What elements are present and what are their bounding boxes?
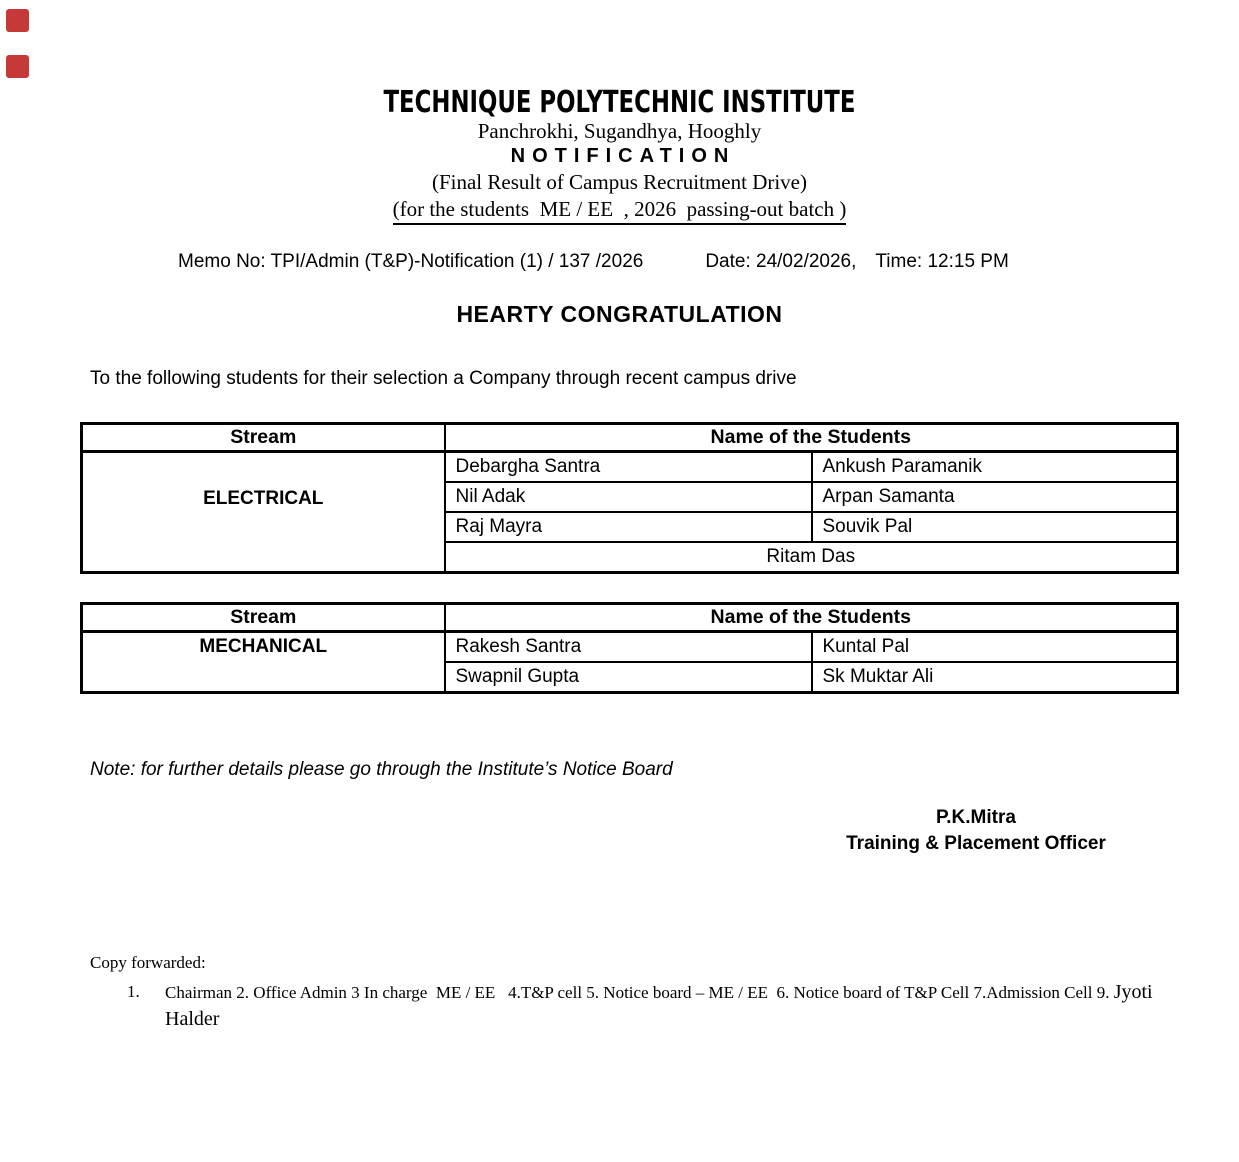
mechanical-results-table [80,602,1179,694]
congratulation-heading: HEARTY CONGRATULATION [456,301,783,327]
letterhead [0,87,1239,225]
student-name-cell: Kuntal Pal [812,632,1178,663]
student-name-cell-full: Ritam Das [445,542,1178,573]
signatory-name: P.K.Mitra [936,807,1016,828]
student-name-cell: Swapnil Gupta [445,662,812,693]
institute-address: Panchrokhi, Sugandhya, Hooghly [477,119,762,143]
student-name-cell: Ankush Paramanik [812,452,1178,483]
student-name-cell: Raj Mayra [445,512,812,542]
institute-name-text: TECHNIQUE POLYTECHNIC INSTITUTE [383,85,856,120]
names-header-cell: Name of the Students [445,604,1178,632]
corner-red-mark-2 [6,55,29,78]
copy-forwarded-label: Copy forwarded: [90,953,206,972]
copy-forwarded-item [127,979,1165,1033]
copy-item-text [165,979,1165,1033]
institute-name [0,87,1239,118]
notification-subtitle-underlined [0,197,1239,225]
student-name-cell: Arpan Samanta [812,482,1178,512]
student-name-cell: Sk Muktar Ali [812,662,1178,693]
intro-text: To the following students for their selection a Company through recent campus drive [90,368,797,389]
memo-date: Date: 24/02/2026, [705,251,857,272]
memo-line [178,251,1009,273]
batch-line-text: (for the students ME / EE , 2026 passing-out batch ) [393,197,847,225]
stream-cell: MECHANICAL [82,632,445,693]
stream-cell: ELECTRICAL [82,452,445,573]
note-text: Note: for further details please go through the Institute’s Notice Board [90,759,673,780]
corner-red-mark-1 [6,9,29,32]
student-name-cell: Nil Adak [445,482,812,512]
copy-item-recipients: Chairman 2. Office Admin 3 In charge ME / EE 4.T&P cell 5. Notice board – ME / EE 6. Notice board of T&P Cell 7.Admission Cell 9. [165,983,1110,1002]
stream-header-cell: Stream [82,604,445,632]
student-name-cell: Souvik Pal [812,512,1178,542]
memo-number: Memo No: TPI/Admin (T&P)-Notification (1) / 137 /2026 [178,251,644,272]
student-name-cell: Rakesh Santra [445,632,812,663]
notification-subtitle: (Final Result of Campus Recruitment Drive) [431,170,808,194]
signatory-title: Training & Placement Officer [846,833,1106,854]
stream-header-cell: Stream [82,424,445,452]
table-row [82,632,1178,663]
electrical-results-table [80,422,1179,574]
notification-title: NOTIFICATION [510,145,736,167]
student-name-cell: Debargha Santra [445,452,812,483]
table-row [82,452,1178,483]
copy-item-person: Jyoti Halder [165,981,1158,1030]
memo-time: Time: 12:15 PM [875,251,1009,272]
table-header-row [82,604,1178,632]
signature-block [800,805,1152,857]
table-header-row [82,424,1178,452]
names-header-cell: Name of the Students [445,424,1178,452]
copy-item-number: 1. [127,982,140,1001]
